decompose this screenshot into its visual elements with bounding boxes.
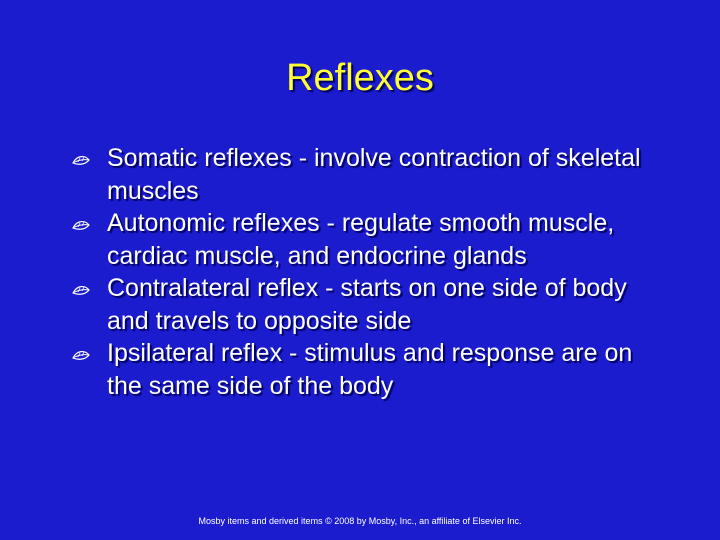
leaf-bullet-icon [72,284,90,296]
bullet-item [72,142,652,207]
slide-title: Reflexes [286,57,434,99]
leaf-bullet-icon [72,219,90,231]
bullet-text: Contralateral reflex - starts on one side of body and travels to opposite side [107,274,627,335]
leaf-bullet-icon [72,349,90,361]
copyright-footer: Mosby items and derived items © 2008 by Mosby, Inc., an affiliate of Elsevier Inc. [198,516,522,526]
bullet-list [72,142,652,402]
bullet-text: Autonomic reflexes - regulate smooth muscle, cardiac muscle, and endocrine glands [107,209,615,270]
bullet-item [72,207,652,272]
bullet-item [72,337,652,402]
bullet-text: Somatic reflexes - involve contraction of skeletal muscles [107,144,641,205]
bullet-item [72,272,652,337]
bullet-text: Ipsilateral reflex - stimulus and response are on the same side of the body [107,339,633,400]
leaf-bullet-icon [72,154,90,166]
